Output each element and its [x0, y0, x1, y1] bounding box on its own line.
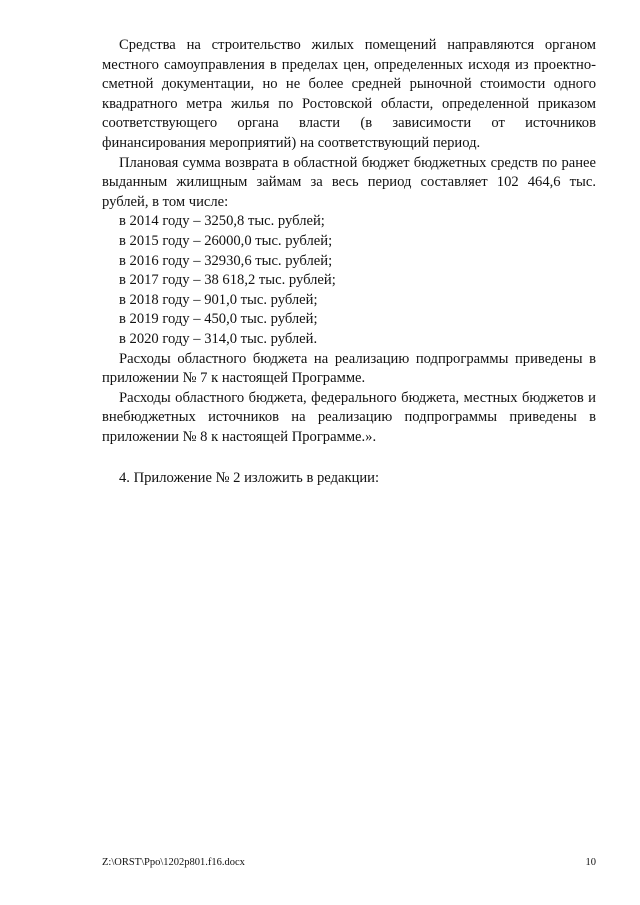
- list-item-2015: в 2015 году – 26000,0 тыс. рублей;: [119, 232, 333, 249]
- paragraph-planned-return: Плановая сумма возврата в областной бюджет бюджетных средств по ранее выданным жилищным займам за весь период составляет 102 464,6 тыс. рублей, в том числе:: [102, 154, 596, 210]
- paragraph-construction-funds: Средства на строительство жилых помещений направляются органом местного самоуправления в пределах цен, определенных исходя из проектно-сметной документации, но не более средней рыночной стоимости одного квадратного метра жилья по Ростовской области, определенной приказом соответствующего органа власти (в зависимости от источников финансирования мероприятий) на соответствующий период.: [102, 37, 596, 151]
- list-item-2018: в 2018 году – 901,0 тыс. рублей;: [119, 291, 318, 308]
- paragraph-item-4: 4. Приложение № 2 изложить в редакции:: [119, 470, 380, 487]
- list-item-2016: в 2016 году – 32930,6 тыс. рублей;: [119, 252, 333, 269]
- list-item-2019: в 2019 году – 450,0 тыс. рублей;: [119, 311, 318, 328]
- list-item-2020: в 2020 году – 314,0 тыс. рублей.: [119, 330, 318, 347]
- page-number: 10: [585, 857, 596, 868]
- list-item-2014: в 2014 году – 3250,8 тыс. рублей;: [119, 213, 325, 230]
- paragraph-spacer: [102, 447, 596, 469]
- document-body: [102, 36, 596, 489]
- yearly-breakdown-list: [102, 212, 596, 349]
- list-item-2017: в 2017 году – 38 618,2 тыс. рублей;: [119, 272, 336, 289]
- footer-file-path: Z:\ORST\Ppo\1202p801.f16.docx: [102, 857, 245, 868]
- paragraph-appendix-8: Расходы областного бюджета, федерального бюджета, местных бюджетов и внебюджетных источников на реализацию подпрограммы приведены в приложении № 8 к настоящей Программе.».: [102, 389, 596, 445]
- paragraph-appendix-7: Расходы областного бюджета на реализацию подпрограммы приведены в приложении № 7 к настоящей Программе.: [102, 350, 596, 387]
